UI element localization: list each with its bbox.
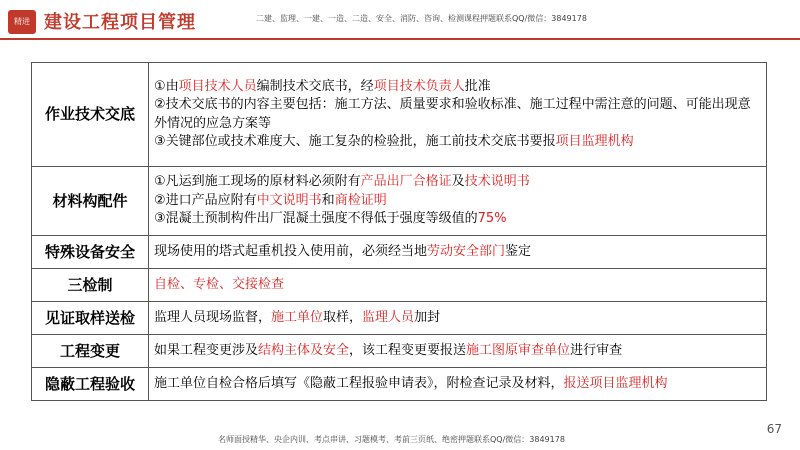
body-text: 和 bbox=[321, 192, 335, 208]
page-title: 建设工程项目管理 bbox=[44, 12, 196, 33]
content-line bbox=[154, 133, 761, 152]
table-row bbox=[32, 335, 767, 368]
logo-badge: 精进 bbox=[8, 10, 36, 34]
row-content bbox=[149, 63, 767, 167]
content-line bbox=[154, 78, 761, 97]
content-line bbox=[154, 210, 761, 229]
content-line bbox=[154, 173, 761, 192]
body-text: ，该工程变更要报送 bbox=[349, 342, 467, 358]
row-content bbox=[149, 302, 767, 335]
body-text: 施工单位自检合格后填写《隐蔽工程报验申请表》，附检查记录及材料， bbox=[154, 375, 564, 391]
highlight-text: 技术说明书 bbox=[464, 174, 530, 190]
content-table bbox=[31, 62, 767, 401]
table-row bbox=[32, 269, 767, 302]
row-label: 见证取样送检 bbox=[32, 302, 149, 335]
highlight-text: 报送项目监理机构 bbox=[563, 375, 668, 391]
body-text: ②技术交底书的内容主要包括：施工方法、质量要求和验收标准、施工过程中需注意的问题、可能出现意外情况的应急方案等 bbox=[154, 97, 751, 131]
highlight-text: 劳动安全部门 bbox=[427, 243, 506, 259]
header bbox=[0, 0, 800, 48]
body-text: ①由 bbox=[154, 78, 179, 94]
body-text: 取样， bbox=[323, 309, 363, 325]
row-label: 特殊设备安全 bbox=[32, 236, 149, 269]
table-row bbox=[32, 302, 767, 335]
table-row bbox=[32, 167, 767, 236]
highlight-text: 项目监理机构 bbox=[555, 134, 634, 149]
highlight-text: 产品出厂合格证 bbox=[360, 174, 452, 190]
table-row bbox=[32, 63, 767, 167]
highlight-text: 商检证明 bbox=[334, 192, 387, 208]
highlight-text: 施工图原审查单位 bbox=[466, 342, 571, 358]
table-row bbox=[32, 236, 767, 269]
content-line bbox=[154, 309, 761, 328]
table-row bbox=[32, 368, 767, 401]
highlight-text: 施工单位 bbox=[271, 309, 324, 325]
highlight-text: 中文说明书 bbox=[256, 192, 322, 208]
highlight-text: 结构主体及安全 bbox=[258, 342, 350, 358]
body-text: 批准 bbox=[464, 78, 491, 94]
body-text: 进行审查 bbox=[570, 342, 623, 358]
highlight-text: 项目技术人员 bbox=[178, 78, 257, 94]
highlight-text: 监理人员 bbox=[362, 309, 415, 325]
body-text: 监理人员现场监督， bbox=[154, 309, 272, 325]
body-text: 如果工程变更涉及 bbox=[154, 342, 259, 358]
top-promo-text: 二建、监理、一建、一造、二造、安全、消防、咨询、检测课程押题联系QQ/微信：3849178 bbox=[256, 14, 587, 23]
content-table-wrapper bbox=[31, 62, 767, 401]
row-label: 作业技术交底 bbox=[32, 63, 149, 167]
row-label: 材料构配件 bbox=[32, 167, 149, 236]
content-line bbox=[154, 342, 761, 361]
body-text: ①凡运到施工现场的原材料必须附有 bbox=[154, 174, 361, 190]
body-text: 编制技术交底书，经 bbox=[256, 78, 374, 94]
row-content bbox=[149, 335, 767, 368]
content-line bbox=[154, 192, 761, 211]
body-text: 加封 bbox=[414, 309, 441, 325]
row-label: 三检制 bbox=[32, 269, 149, 302]
body-text: ②进口产品应附有 bbox=[154, 192, 257, 208]
content-line bbox=[154, 96, 761, 133]
row-label: 工程变更 bbox=[32, 335, 149, 368]
page-number: 67 bbox=[766, 422, 782, 436]
body-text: 现场使用的塔式起重机投入使用前，必须经当地 bbox=[154, 243, 428, 259]
body-text: 及 bbox=[451, 174, 465, 190]
content-line bbox=[154, 243, 761, 262]
body-text: ③混凝土预制构件出厂混凝土强度不得低于强度等级值的 bbox=[154, 211, 478, 227]
header-divider bbox=[0, 38, 800, 40]
content-line bbox=[154, 276, 761, 295]
highlight-text: 自检、专检、交接检查 bbox=[154, 276, 285, 292]
highlight-text: 项目技术负责人 bbox=[373, 78, 465, 94]
row-content bbox=[149, 236, 767, 269]
body-text: 鉴定 bbox=[505, 243, 532, 259]
highlight-text: 75% bbox=[477, 211, 507, 227]
row-content bbox=[149, 368, 767, 401]
row-label: 隐蔽工程验收 bbox=[32, 368, 149, 401]
bottom-promo-text: 名师面授精华、央企内训、考点串讲、习题模考、考前三页纸、绝密押题联系QQ/微信：3849178 bbox=[218, 435, 565, 444]
row-content bbox=[149, 269, 767, 302]
body-text: ③关键部位或技术难度大、施工复杂的检验批，施工前技术交底书要报 bbox=[154, 134, 556, 149]
row-content bbox=[149, 167, 767, 236]
content-line bbox=[154, 375, 761, 394]
